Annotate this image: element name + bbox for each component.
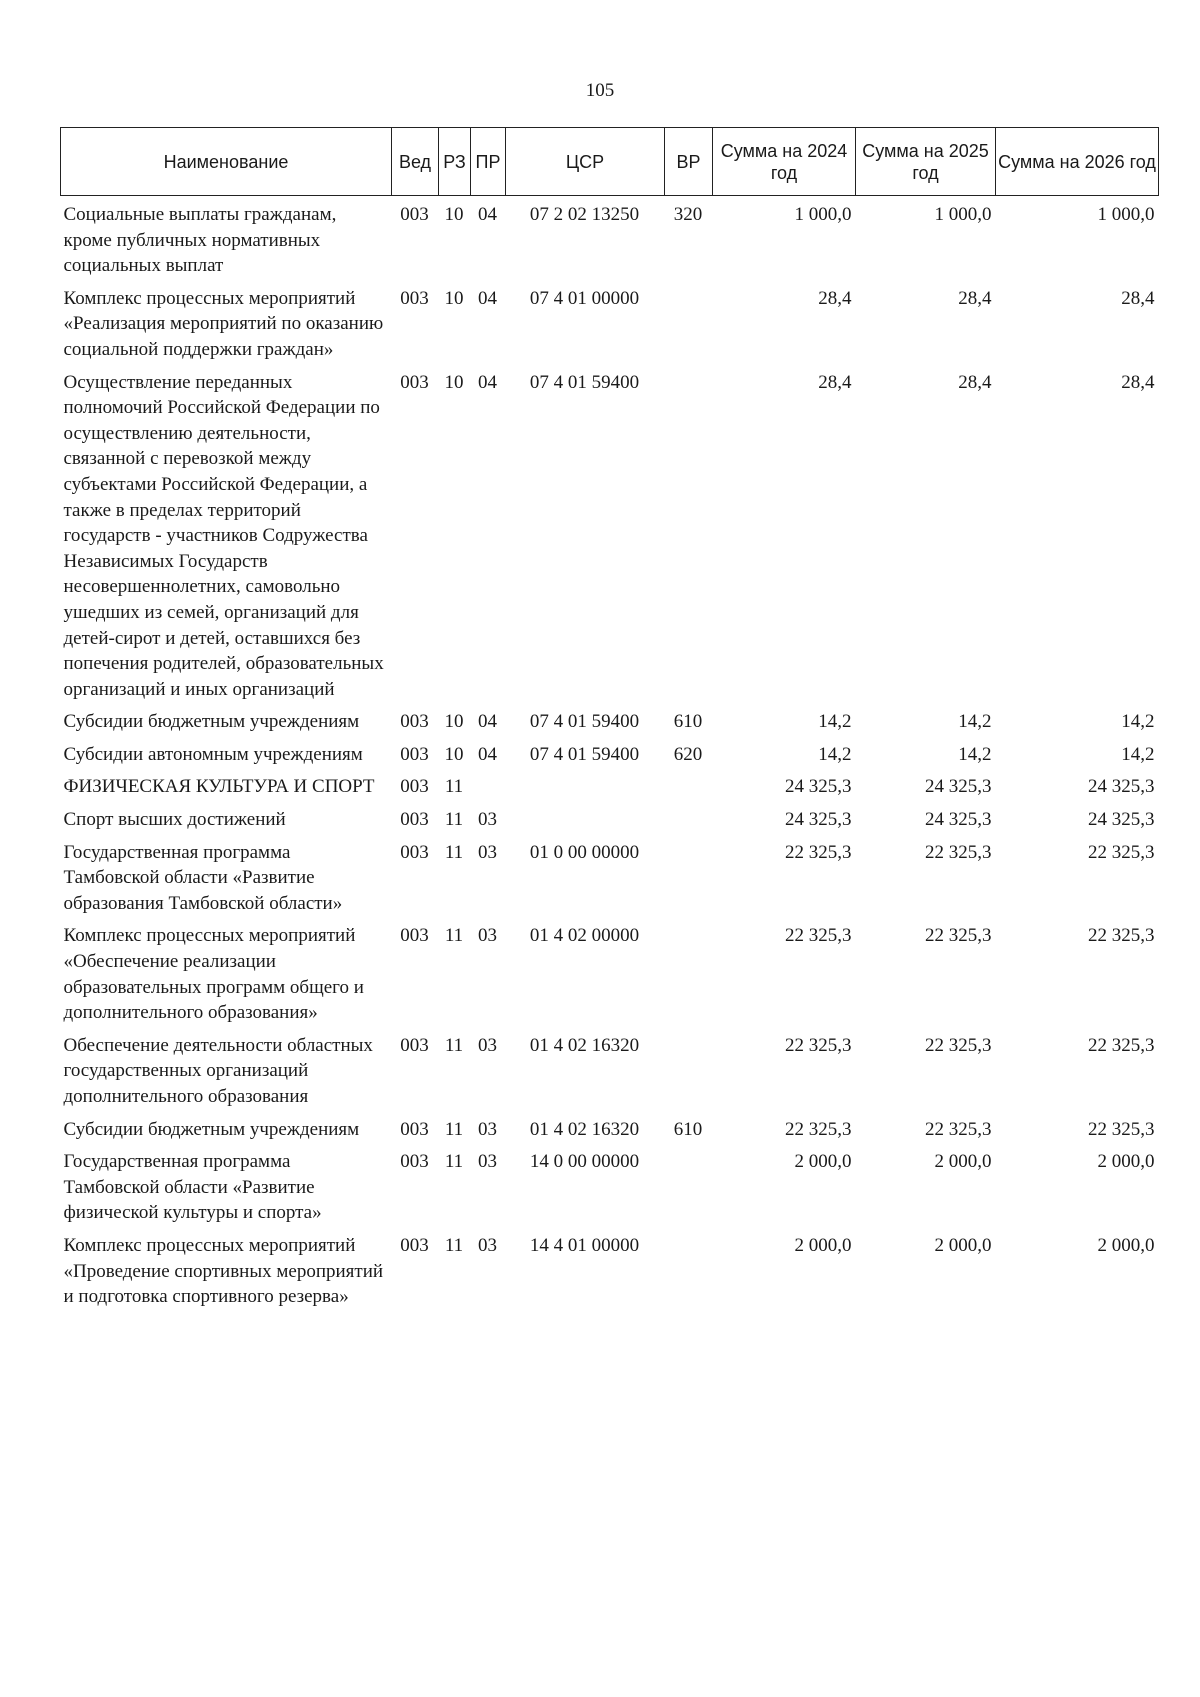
cell-sum-2024: 28,4 <box>818 287 852 309</box>
cell-pr: 04 <box>478 287 497 309</box>
cell-vr <box>665 370 713 710</box>
table-row <box>61 1033 1159 1117</box>
cell-sum-2024: 14,2 <box>818 711 852 733</box>
cell-sum-2025: 2 000,0 <box>934 1151 992 1173</box>
cell-rz: 10 <box>444 204 464 225</box>
cell-name: Комплекс процессных мероприятий «Проведение спортивных мероприятий и подготовка спортивного резерва» <box>63 1234 384 1308</box>
cell-sum-2026: 24 325,3 <box>1088 809 1155 831</box>
table-row <box>61 709 1159 742</box>
cell-ved: 003 <box>400 1118 429 1140</box>
page-number: 105 <box>585 80 615 101</box>
cell-sum-2024: 24 325,3 <box>785 776 852 798</box>
cell-name: Осуществление переданных полномочий Российской Федерации по осуществлению деятельности, связанной с перевозкой между субъектами Российской Федерации, а также в пределах территорий государств - участников Содружества Независимых Государств несовершеннолетних, самовольно ушедших из семей, организаций для детей-сирот и детей, оставшихся без попечения родителей, образовательных организаций и иных организаций <box>63 371 384 700</box>
cell-pr <box>471 774 506 807</box>
cell-rz: 11 <box>444 776 464 798</box>
cell-ved: 003 <box>400 841 429 863</box>
cell-sum-2025: 28,4 <box>958 371 992 393</box>
cell-ved: 003 <box>400 1151 429 1173</box>
cell-rz: 10 <box>444 711 464 733</box>
cell-sum-2024: 28,4 <box>818 371 852 393</box>
cell-ved: 003 <box>400 1034 429 1056</box>
cell-name: Субсидии бюджетным учреждениям <box>63 1118 360 1140</box>
cell-pr: 03 <box>478 1118 497 1140</box>
cell-sum-2026: 14,2 <box>1121 743 1155 765</box>
cell-rz: 10 <box>444 743 464 765</box>
cell-csr <box>506 807 665 840</box>
cell-csr: 07 4 01 00000 <box>529 287 640 309</box>
table-row <box>61 840 1159 924</box>
cell-ved: 003 <box>400 204 429 225</box>
cell-pr: 04 <box>478 204 497 225</box>
cell-name: Обеспечение деятельности областных государственных организаций дополнительного образования <box>63 1034 373 1107</box>
table-row <box>61 774 1159 807</box>
cell-csr: 01 4 02 16320 <box>529 1034 640 1056</box>
cell-ved: 003 <box>400 371 429 393</box>
cell-vr <box>665 1233 713 1317</box>
header-sum-2026: Сумма на 2026 год <box>996 128 1159 196</box>
cell-csr <box>506 774 665 807</box>
header-pr: ПР <box>471 128 506 196</box>
cell-name: Спорт высших достижений <box>63 809 286 831</box>
cell-rz: 11 <box>444 925 464 947</box>
cell-sum-2025: 14,2 <box>958 743 992 765</box>
cell-csr: 14 4 01 00000 <box>529 1234 640 1256</box>
cell-rz: 11 <box>444 1034 464 1056</box>
cell-vr <box>665 807 713 840</box>
cell-sum-2026: 22 325,3 <box>1088 925 1155 947</box>
cell-vr: 320 <box>673 204 703 225</box>
cell-name: Государственная программа Тамбовской области «Развитие физической культуры и спорта» <box>63 1151 322 1224</box>
cell-vr <box>665 286 713 370</box>
table-row <box>61 196 1159 286</box>
cell-sum-2024: 14,2 <box>818 743 852 765</box>
cell-ved: 003 <box>400 711 429 733</box>
cell-name: Комплекс процессных мероприятий «Обеспечение реализации образовательных программ общего и дополнительного образования» <box>63 925 364 1024</box>
cell-sum-2025: 22 325,3 <box>925 925 992 947</box>
cell-sum-2025: 24 325,3 <box>925 809 992 831</box>
cell-sum-2024: 22 325,3 <box>785 841 852 863</box>
cell-vr <box>665 774 713 807</box>
cell-sum-2026: 28,4 <box>1121 371 1155 393</box>
cell-vr <box>665 840 713 924</box>
header-sum-2025: Сумма на 2025 год <box>856 128 996 196</box>
cell-sum-2025: 22 325,3 <box>925 1034 992 1056</box>
cell-csr: 01 4 02 16320 <box>529 1118 640 1140</box>
header-ved: Вед <box>392 128 439 196</box>
table-row <box>61 1233 1159 1317</box>
header-csr: ЦСР <box>506 128 665 196</box>
cell-csr: 07 4 01 59400 <box>529 711 640 733</box>
cell-csr: 07 4 01 59400 <box>529 371 640 393</box>
cell-name: ФИЗИЧЕСКАЯ КУЛЬТУРА И СПОРТ <box>63 776 375 798</box>
cell-vr: 610 <box>673 711 703 733</box>
header-sum-2024: Сумма на 2024 год <box>713 128 856 196</box>
cell-ved: 003 <box>400 1234 429 1256</box>
cell-rz: 11 <box>444 1234 464 1256</box>
table-body <box>61 196 1159 1317</box>
cell-rz: 10 <box>444 287 464 309</box>
cell-rz: 11 <box>444 841 464 863</box>
cell-sum-2026: 22 325,3 <box>1088 1118 1155 1140</box>
cell-sum-2026: 1 000,0 <box>1097 204 1155 225</box>
cell-vr: 620 <box>673 743 703 765</box>
cell-sum-2025: 1 000,0 <box>934 204 992 225</box>
cell-sum-2025: 14,2 <box>958 711 992 733</box>
cell-pr: 03 <box>478 1234 497 1256</box>
cell-sum-2025: 24 325,3 <box>925 776 992 798</box>
cell-rz: 11 <box>444 1118 464 1140</box>
cell-name: Комплекс процессных мероприятий «Реализация мероприятий по оказанию социальной поддержки граждан» <box>63 287 384 360</box>
cell-name: Субсидии автономным учреждениям <box>63 743 363 765</box>
cell-sum-2024: 1 000,0 <box>794 204 852 225</box>
cell-sum-2024: 22 325,3 <box>785 1034 852 1056</box>
cell-sum-2024: 2 000,0 <box>794 1151 852 1173</box>
cell-csr: 07 2 02 13250 <box>529 204 640 225</box>
cell-pr: 04 <box>478 743 497 765</box>
cell-csr: 07 4 01 59400 <box>529 743 640 765</box>
cell-pr: 03 <box>478 1034 497 1056</box>
cell-vr <box>665 1033 713 1117</box>
cell-sum-2026: 24 325,3 <box>1088 776 1155 798</box>
table-row <box>61 286 1159 370</box>
cell-vr: 610 <box>673 1118 703 1140</box>
cell-sum-2026: 2 000,0 <box>1097 1234 1155 1256</box>
cell-name: Субсидии бюджетным учреждениям <box>63 711 360 733</box>
cell-sum-2024: 24 325,3 <box>785 809 852 831</box>
cell-sum-2024: 22 325,3 <box>785 925 852 947</box>
cell-ved: 003 <box>400 925 429 947</box>
header-name: Наименование <box>61 128 392 196</box>
cell-ved: 003 <box>400 809 429 831</box>
cell-rz: 11 <box>444 809 464 831</box>
table-row <box>61 742 1159 775</box>
cell-name: Государственная программа Тамбовской области «Развитие образования Тамбовской области» <box>63 841 343 914</box>
cell-ved: 003 <box>400 776 429 798</box>
cell-rz: 10 <box>444 371 464 393</box>
cell-sum-2026: 22 325,3 <box>1088 1034 1155 1056</box>
cell-pr: 03 <box>478 841 497 863</box>
table-row <box>61 1149 1159 1233</box>
cell-vr <box>665 923 713 1032</box>
cell-sum-2025: 2 000,0 <box>934 1234 992 1256</box>
cell-vr <box>665 1149 713 1233</box>
cell-ved: 003 <box>400 743 429 765</box>
cell-pr: 03 <box>478 925 497 947</box>
header-vr: ВР <box>665 128 713 196</box>
cell-pr: 03 <box>478 1151 497 1173</box>
table-row <box>61 923 1159 1032</box>
budget-table <box>60 127 1159 1317</box>
cell-sum-2025: 28,4 <box>958 287 992 309</box>
cell-sum-2026: 14,2 <box>1121 711 1155 733</box>
cell-pr: 03 <box>478 809 497 831</box>
cell-sum-2025: 22 325,3 <box>925 841 992 863</box>
cell-sum-2024: 2 000,0 <box>794 1234 852 1256</box>
table-row <box>61 1117 1159 1150</box>
cell-sum-2026: 28,4 <box>1121 287 1155 309</box>
cell-name: Социальные выплаты гражданам, кроме публичных нормативных социальных выплат <box>63 204 337 277</box>
cell-ved: 003 <box>400 287 429 309</box>
cell-sum-2024: 22 325,3 <box>785 1118 852 1140</box>
cell-csr: 14 0 00 00000 <box>529 1151 640 1173</box>
table-row <box>61 370 1159 710</box>
table-row <box>61 807 1159 840</box>
cell-pr: 04 <box>478 371 497 393</box>
cell-sum-2026: 22 325,3 <box>1088 841 1155 863</box>
cell-pr: 04 <box>478 711 497 733</box>
cell-csr: 01 0 00 00000 <box>529 841 640 863</box>
cell-sum-2026: 2 000,0 <box>1097 1151 1155 1173</box>
cell-rz: 11 <box>444 1151 464 1173</box>
header-rz: РЗ <box>439 128 471 196</box>
table-header <box>61 128 1159 196</box>
cell-csr: 01 4 02 00000 <box>529 925 640 947</box>
cell-sum-2025: 22 325,3 <box>925 1118 992 1140</box>
